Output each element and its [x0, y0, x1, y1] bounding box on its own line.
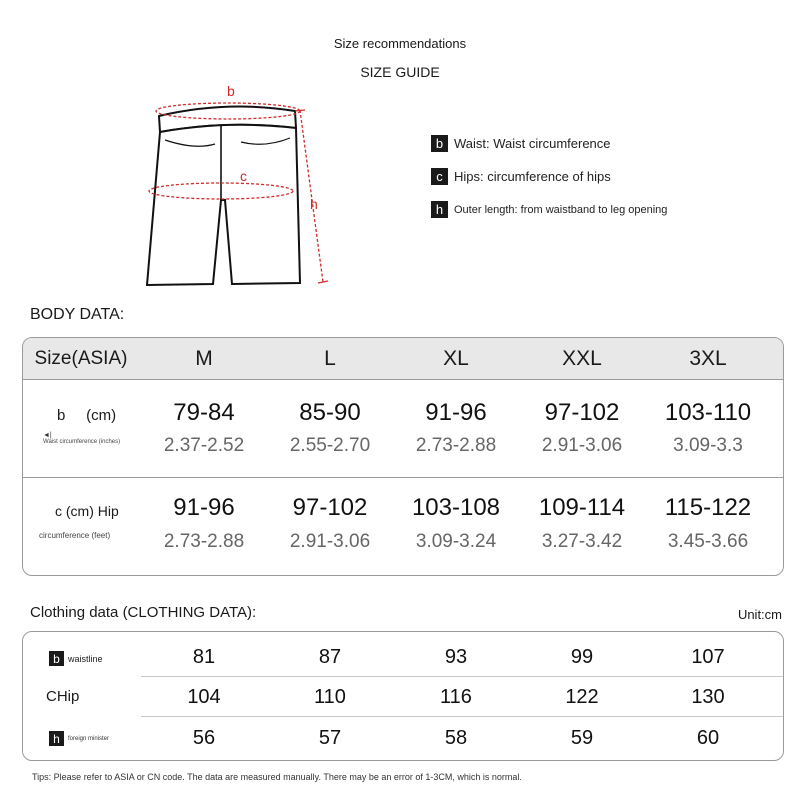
waist-3xl: 107 [691, 646, 725, 668]
badge-c: c [431, 168, 448, 185]
length-l: 57 [318, 727, 342, 749]
c-cm-3xl: 115-122 [664, 494, 752, 521]
legend-item-waist [431, 135, 611, 152]
row-c-sublabel: circumference (feet) [39, 531, 111, 540]
badge-h: h [431, 201, 448, 218]
b-alt-xl: 2.73-2.88 [415, 435, 497, 456]
legend-text-waist: Waist: Waist circumference [454, 136, 611, 151]
clothing-row-waist-label [49, 651, 103, 666]
b-alt-3xl: 3.09-3.3 [673, 435, 743, 456]
page-subtitle: Size recommendations [333, 36, 467, 51]
size-col-3xl: 3XL [689, 347, 727, 370]
size-col-m: M [195, 347, 213, 370]
diagram-label-c: c [240, 168, 247, 184]
c-cm-xl: 103-108 [411, 494, 501, 521]
c-alt-l: 2.91-3.06 [289, 531, 371, 552]
b-cm-l: 85-90 [299, 399, 361, 426]
badge-b: b [431, 135, 448, 152]
body-data-heading: BODY DATA: [30, 306, 125, 323]
body-table-header [23, 338, 783, 380]
shorts-outline [147, 125, 300, 285]
clothing-label-length: foreign minister [68, 735, 110, 742]
size-header: Size(ASIA) [34, 348, 128, 369]
clothing-row-divider [141, 676, 783, 677]
b-cm-3xl: 103-110 [664, 399, 752, 426]
clothing-row-length-label [49, 731, 109, 746]
row-c-label: c (cm) Hip [55, 503, 119, 519]
hip-xl: 116 [440, 686, 472, 708]
tips-text: Tips: Please refer to ASIA or CN code. The data are measured manually. There may be an error of 1-3CM, which is normal. [32, 772, 522, 782]
diagram-label-b: b [227, 83, 235, 99]
hip-m: 104 [187, 686, 221, 708]
legend-item-length [431, 201, 667, 218]
waist-m: 81 [192, 646, 216, 668]
row-divider [23, 477, 783, 478]
length-xxl: 59 [570, 727, 594, 749]
size-col-xl: XL [443, 347, 469, 370]
b-cm-xl: 91-96 [425, 399, 487, 426]
size-col-l: L [324, 347, 336, 370]
diagram-label-h: h [310, 196, 318, 212]
row-b-sublabel: Waist circumference (inches) [43, 439, 121, 445]
c-alt-3xl: 3.45-3.66 [667, 531, 749, 552]
clothing-row-divider [141, 716, 783, 717]
row-b-icon: ◄| [43, 432, 52, 439]
hip-3xl: 130 [691, 686, 725, 708]
c-alt-xxl: 3.27-3.42 [541, 531, 623, 552]
c-alt-m: 2.73-2.88 [163, 531, 245, 552]
size-col-xxl: XXL [562, 347, 602, 370]
b-alt-xxl: 2.91-3.06 [541, 435, 623, 456]
hip-xxl: 122 [565, 686, 599, 708]
row-b-label: b (cm) [57, 407, 117, 424]
hip-l: 110 [314, 686, 346, 708]
clothing-data-table [22, 631, 784, 761]
c-alt-xl: 3.09-3.24 [415, 531, 497, 552]
body-data-table [22, 337, 784, 576]
legend-item-hip [431, 168, 611, 185]
length-xl: 58 [444, 727, 468, 749]
shorts-diagram [135, 80, 335, 295]
waist-xl: 93 [444, 646, 468, 668]
legend-text-length: Outer length: from waistband to leg opening [454, 203, 668, 216]
b-alt-m: 2.37-2.52 [163, 435, 245, 456]
clothing-badge-b: b [49, 651, 64, 666]
waist-l: 87 [318, 646, 342, 668]
clothing-label-waistline: waistline [68, 653, 103, 664]
c-cm-xxl: 109-114 [538, 494, 626, 521]
clothing-badge-h: h [49, 731, 64, 746]
clothing-data-heading: Clothing data (CLOTHING DATA): [30, 604, 257, 621]
length-3xl: 60 [696, 727, 720, 749]
c-cm-m: 91-96 [173, 494, 235, 521]
length-m: 56 [192, 727, 216, 749]
b-cm-m: 79-84 [173, 399, 235, 426]
unit-label: Unit:cm [737, 607, 782, 622]
c-cm-l: 97-102 [292, 494, 368, 521]
page-title: SIZE GUIDE [360, 64, 440, 80]
b-cm-xxl: 97-102 [544, 399, 620, 426]
waist-xxl: 99 [570, 646, 594, 668]
b-alt-l: 2.55-2.70 [289, 435, 371, 456]
clothing-label-hip: CHip [46, 688, 80, 705]
legend-text-hip: Hips: circumference of hips [454, 169, 611, 184]
